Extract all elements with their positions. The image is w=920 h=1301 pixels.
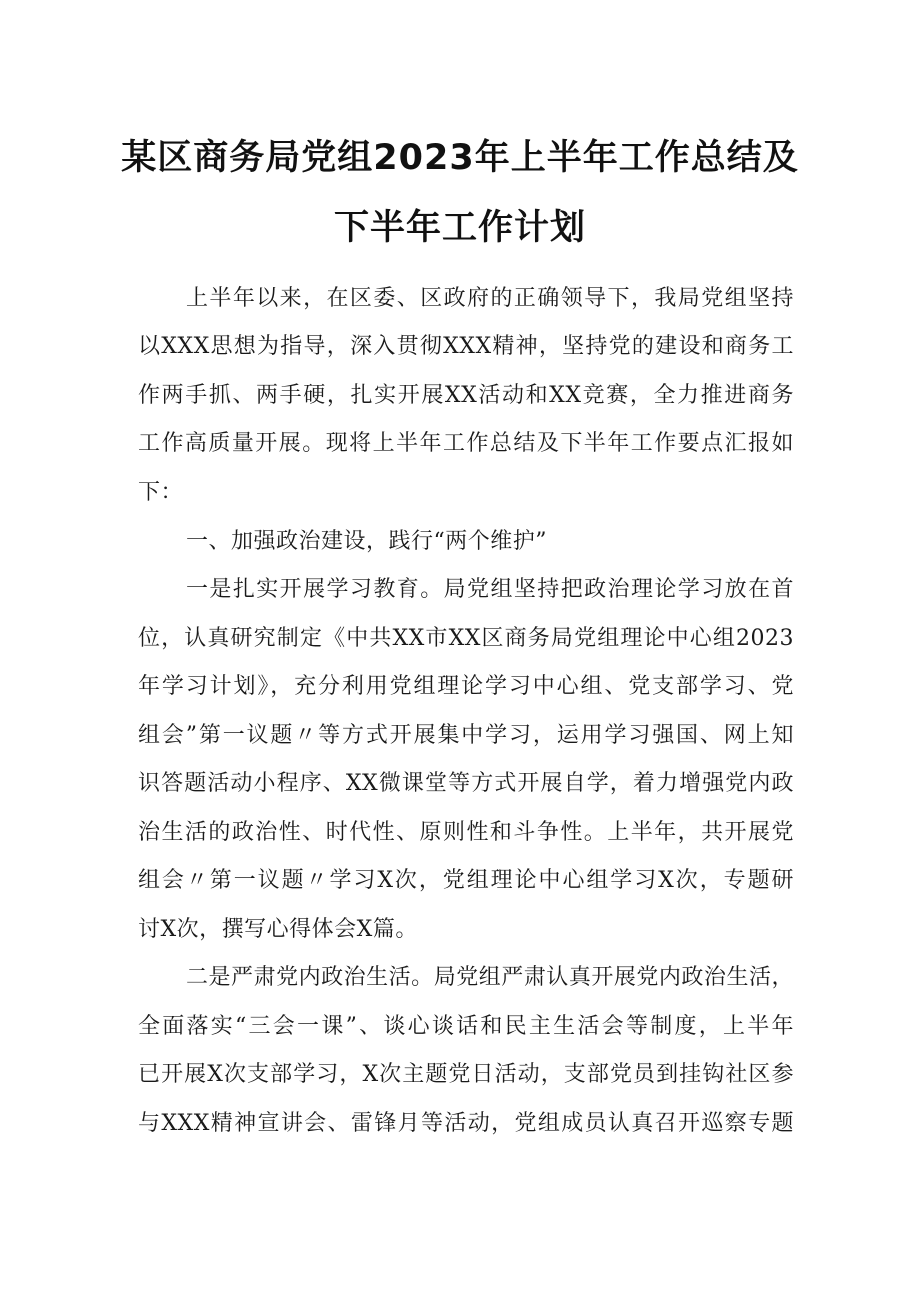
body-text-line: 已开展X次支部学习，X次主题党日活动，支部党员到挂钩社区参 [138, 1062, 794, 1087]
body-text-line: 年学习计划》，充分利用党组理论学习中心组、党支部学习、党 [138, 674, 794, 699]
body-text-line: 位，认真研究制定《中共XX市XX区商务局党组理论中心组2023 [138, 626, 794, 651]
document-title-line-1: 某区商务局党组2023年上半年工作总结及 [121, 138, 799, 178]
body-text-line: 下： [138, 480, 184, 505]
body-text-line: 讨X次，撰写心得体会X篇。 [138, 917, 418, 942]
body-text-line: 上半年以来，在区委、区政府的正确领导下，我局党组坚持 [186, 286, 794, 311]
body-text-line: 组会〃第一议题〃学习X次，党组理论中心组学习X次，专题研 [138, 868, 794, 893]
body-text-line: 治生活的政治性、时代性、原则性和斗争性。上半年，共开展党 [138, 820, 794, 845]
body-text-line: 二是严肃党内政治生活。局党组严肃认真开展党内政治生活， [186, 965, 794, 990]
section-heading: 一、加强政治建设，践行“两个维护” [186, 529, 547, 554]
document-title-line-2: 下半年工作计划 [333, 208, 586, 248]
body-text-line: 一是扎实开展学习教育。局党组坚持把政治理论学习放在首 [186, 577, 794, 602]
body-text-line: 与XXX精神宣讲会、雷锋月等活动，党组成员认真召开巡察专题 [138, 1111, 794, 1136]
body-text-line: 组会”第一议题〃等方式开展集中学习，运用学习强国、网上知 [138, 723, 794, 748]
body-text-line: 工作高质量开展。现将上半年工作总结及下半年工作要点汇报如 [138, 431, 794, 456]
body-text-line: 全面落实“三会一课”、谈心谈话和民主生活会等制度，上半年 [138, 1014, 794, 1039]
body-text-line: 以XXX思想为指导，深入贯彻XXX精神，坚持党的建设和商务工 [138, 334, 794, 359]
body-text-line: 识答题活动小程序、XX微课堂等方式开展自学，着力增强党内政 [138, 771, 794, 796]
body-text-line: 作两手抓、两手硬，扎实开展XX活动和XX竞赛，全力推进商务 [138, 383, 794, 408]
